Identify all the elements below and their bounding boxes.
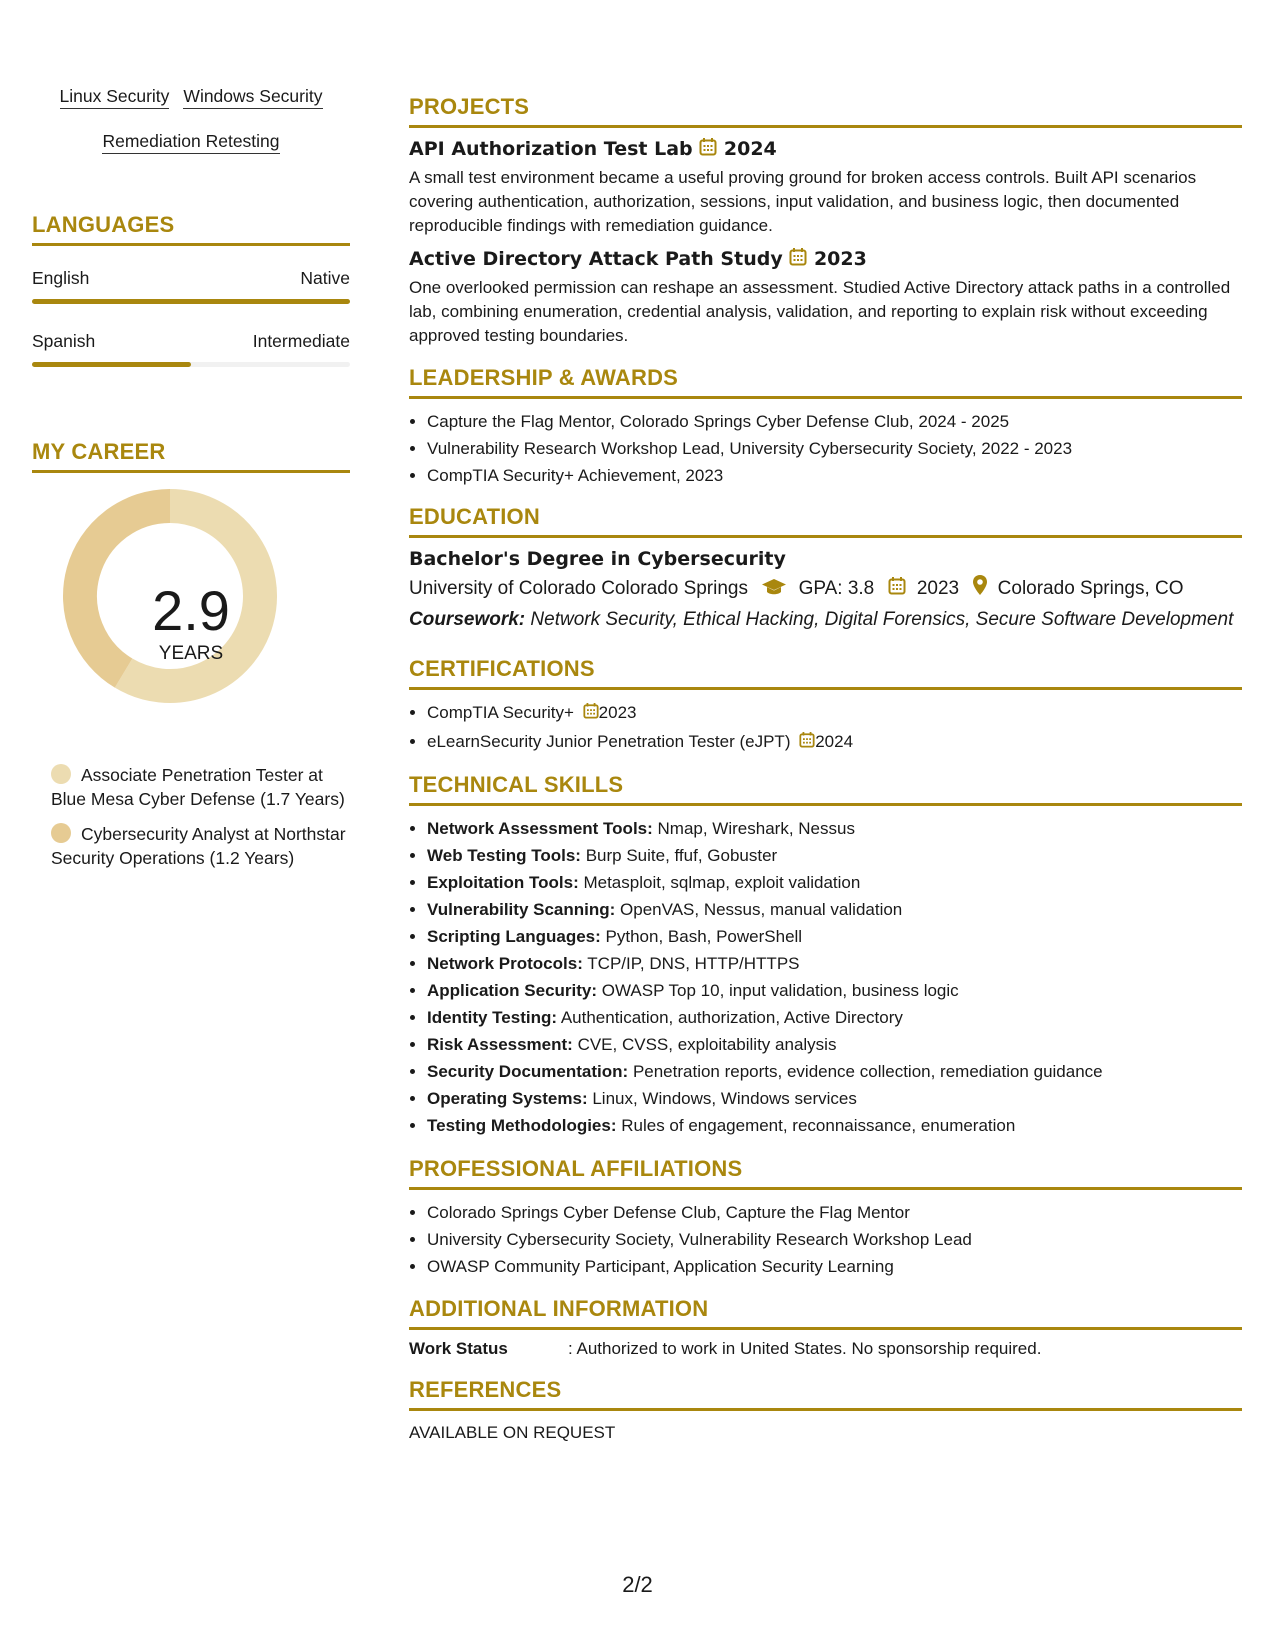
language-level: Native bbox=[300, 268, 350, 288]
leadership-list bbox=[409, 408, 1242, 489]
certification-name: eLearnSecurity Junior Penetration Tester (eJPT) bbox=[427, 732, 791, 751]
skill-value: Nmap, Wireshark, Nessus bbox=[657, 819, 855, 838]
skill-value: Rules of engagement, reconnaissance, enumeration bbox=[621, 1116, 1016, 1135]
language-level: Intermediate bbox=[252, 331, 350, 351]
list-item: • Colorado Springs Cyber Defense Club, Capture the Flag Mentor bbox=[427, 1199, 1242, 1226]
skill-value: Linux, Windows, Windows services bbox=[592, 1089, 857, 1108]
legend-dot-icon bbox=[51, 764, 71, 784]
list-item: • CompTIA Security+ Achievement, 2023 bbox=[427, 462, 1242, 489]
list-item: • OWASP Community Participant, Application Security Learning bbox=[427, 1253, 1242, 1280]
skill-item bbox=[427, 977, 1242, 1004]
certification-item bbox=[427, 728, 1242, 757]
calendar-icon bbox=[583, 701, 599, 728]
career-unit: YEARS bbox=[158, 643, 224, 664]
skill-label: Exploitation Tools: bbox=[427, 873, 579, 892]
projects-title: PROJECTS bbox=[409, 94, 1242, 128]
project-item bbox=[409, 247, 1242, 348]
skill-value: Metasploit, sqlmap, exploit validation bbox=[583, 873, 861, 892]
skill-label: Operating Systems: bbox=[427, 1089, 588, 1108]
skill-label: Scripting Languages: bbox=[427, 927, 601, 946]
languages-title: LANGUAGES bbox=[32, 212, 350, 246]
work-status-value: : Authorized to work in United States. No sponsorship required. bbox=[568, 1339, 1042, 1358]
list-item: • Capture the Flag Mentor, Colorado Springs Cyber Defense Club, 2024 - 2025 bbox=[427, 408, 1242, 435]
skill-item bbox=[427, 1112, 1242, 1139]
career-legend-text: Cybersecurity Analyst at Northstar Security Operations (1.2 Years) bbox=[51, 824, 346, 868]
career-total: 2.9 bbox=[152, 579, 230, 642]
skill-label: Security Documentation: bbox=[427, 1062, 629, 1081]
skill-label: Vulnerability Scanning: bbox=[427, 900, 616, 919]
right-column bbox=[409, 94, 1242, 1443]
skill-item bbox=[427, 1085, 1242, 1112]
affiliations-list bbox=[409, 1199, 1242, 1280]
skill-label: Identity Testing: bbox=[427, 1008, 558, 1027]
list-item: • Vulnerability Research Workshop Lead, University Cybersecurity Society, 2022 - 2023 bbox=[427, 435, 1242, 462]
skill-label: Testing Methodologies: bbox=[427, 1116, 617, 1135]
calendar-icon bbox=[888, 576, 906, 602]
project-item bbox=[409, 137, 1242, 238]
skill-label: Web Testing Tools: bbox=[427, 846, 581, 865]
graduation-cap-icon bbox=[761, 578, 787, 602]
skill-value: Authentication, authorization, Active Directory bbox=[560, 1008, 903, 1027]
skill-tags bbox=[32, 86, 350, 176]
skill-value: Penetration reports, evidence collection, remediation guidance bbox=[632, 1062, 1103, 1081]
language-item bbox=[32, 268, 350, 304]
leadership-title: LEADERSHIP & AWARDS bbox=[409, 365, 1242, 399]
coursework-text: Network Security, Ethical Hacking, Digital Forensics, Secure Software Development bbox=[530, 609, 1234, 630]
skill-label: Network Protocols: bbox=[427, 954, 583, 973]
skill-tag: Remediation Retesting bbox=[102, 131, 279, 154]
project-name: Active Directory Attack Path Study bbox=[409, 248, 783, 270]
certifications-title: CERTIFICATIONS bbox=[409, 656, 1242, 690]
skill-value: CVE, CVSS, exploitability analysis bbox=[577, 1035, 837, 1054]
skill-item bbox=[427, 815, 1242, 842]
degree-title: Bachelor's Degree in Cybersecurity bbox=[409, 548, 786, 570]
left-column bbox=[32, 86, 350, 881]
affiliations-title: PROFESSIONAL AFFILIATIONS bbox=[409, 1156, 1242, 1190]
skill-value: OpenVAS, Nessus, manual validation bbox=[620, 900, 903, 919]
project-description: A small test environment became a useful proving ground for broken access controls. Built API scenarios covering authentication, authorization, sessions, input validation, and business logic, then documented reproducible findings with remediation guidance. bbox=[409, 168, 1197, 235]
calendar-icon bbox=[799, 730, 815, 757]
language-bar bbox=[32, 362, 350, 367]
references-title: REFERENCES bbox=[409, 1377, 1242, 1411]
skill-tag: Windows Security bbox=[183, 86, 322, 109]
language-name: English bbox=[32, 268, 90, 288]
certification-year: 2023 bbox=[598, 703, 637, 722]
project-year: 2024 bbox=[723, 138, 777, 160]
certification-name: CompTIA Security+ bbox=[427, 703, 574, 722]
additional-title: ADDITIONAL INFORMATION bbox=[409, 1296, 1242, 1330]
skill-item bbox=[427, 1058, 1242, 1085]
project-name: API Authorization Test Lab bbox=[409, 138, 693, 160]
skills-list bbox=[409, 815, 1242, 1139]
skill-item bbox=[427, 1031, 1242, 1058]
skill-value: Python, Bash, PowerShell bbox=[605, 927, 803, 946]
references-text: AVAILABLE ON REQUEST bbox=[409, 1423, 616, 1442]
education-title: EDUCATION bbox=[409, 504, 1242, 538]
career-legend-item bbox=[51, 763, 350, 811]
career-legend-text: Associate Penetration Tester at Blue Mesa Cyber Defense (1.7 Years) bbox=[51, 765, 345, 809]
work-status-label: Work Status bbox=[409, 1339, 508, 1358]
gpa: GPA: 3.8 bbox=[798, 578, 875, 599]
skill-item bbox=[427, 842, 1242, 869]
skill-tag: Linux Security bbox=[60, 86, 170, 109]
graduation-year: 2023 bbox=[916, 578, 960, 599]
skill-item bbox=[427, 950, 1242, 977]
career-chart bbox=[32, 473, 350, 763]
skill-label: Risk Assessment: bbox=[427, 1035, 573, 1054]
project-year: 2023 bbox=[813, 248, 867, 270]
language-bar-fill bbox=[32, 362, 191, 367]
education-details bbox=[409, 574, 1242, 602]
certification-list bbox=[409, 699, 1242, 757]
skill-value: Burp Suite, ffuf, Gobuster bbox=[585, 846, 778, 865]
skill-label: Network Assessment Tools: bbox=[427, 819, 653, 838]
legend-dot-icon bbox=[51, 823, 71, 843]
list-item: • University Cybersecurity Society, Vulnerability Research Workshop Lead bbox=[427, 1226, 1242, 1253]
skill-label: Application Security: bbox=[427, 981, 598, 1000]
skill-value: TCP/IP, DNS, HTTP/HTTPS bbox=[587, 954, 800, 973]
project-description: One overlooked permission can reshape an assessment. Studied Active Directory attack paths in a controlled lab, combining enumeration, credential analysis, validation, and reporting to explain risk without exceeding approved testing boundaries. bbox=[409, 278, 1231, 345]
certification-year: 2024 bbox=[815, 732, 854, 751]
career-legend-item bbox=[51, 822, 350, 870]
skills-title: TECHNICAL SKILLS bbox=[409, 772, 1242, 806]
career-legend bbox=[32, 763, 350, 870]
language-bar bbox=[32, 299, 350, 304]
career-title: MY CAREER bbox=[32, 439, 350, 473]
school-location: Colorado Springs, CO bbox=[997, 578, 1184, 599]
language-list bbox=[32, 268, 350, 367]
location-pin-icon bbox=[972, 574, 988, 602]
school-name: University of Colorado Colorado Springs bbox=[409, 578, 748, 599]
calendar-icon bbox=[789, 247, 807, 272]
work-status-row bbox=[409, 1339, 1242, 1359]
calendar-icon bbox=[699, 137, 717, 162]
page-number: 2/2 bbox=[622, 1572, 653, 1597]
language-item bbox=[32, 331, 350, 367]
language-bar-fill bbox=[32, 299, 350, 304]
certification-item bbox=[427, 699, 1242, 728]
skill-item bbox=[427, 923, 1242, 950]
skill-item bbox=[427, 896, 1242, 923]
coursework bbox=[409, 608, 1242, 632]
coursework-label: Coursework: bbox=[409, 609, 526, 630]
skill-item bbox=[427, 869, 1242, 896]
language-name: Spanish bbox=[32, 331, 96, 351]
skill-item bbox=[427, 1004, 1242, 1031]
skill-value: OWASP Top 10, input validation, business logic bbox=[601, 981, 959, 1000]
